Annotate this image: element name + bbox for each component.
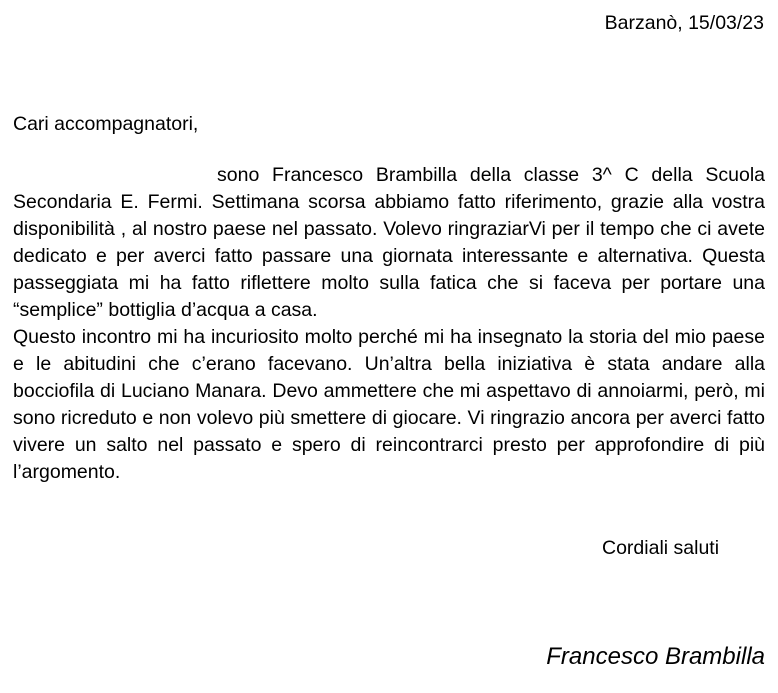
paragraph-1: sono Francesco Brambilla della classe 3^ C della Scuola Secondaria E. Fermi. Settimana scorsa abbiamo fatto riferimento, grazie alla vostra disponibilità , al nostro paese nel passato. Volevo ringraziarVi per il tempo che ci avete dedicato e per averci fatto passare una giornata interessante e alternativa. Questa passeggiata mi ha fatto riflettere molto sulla fatica che si faceva per portare una “semplice” bottiglia d’acqua a casa. <box>13 164 765 321</box>
greeting: Cari accompagnatori, <box>13 113 199 135</box>
letter-body <box>13 162 765 486</box>
place-date: Barzanò, 15/03/23 <box>604 12 764 34</box>
signature: Francesco Brambilla <box>546 643 765 670</box>
closing: Cordiali saluti <box>602 537 720 559</box>
paragraph-2: Questo incontro mi ha incuriosito molto perché mi ha insegnato la storia del mio paese e le abitudini che c’erano facevano. Un’altra bella iniziativa è stata andare alla bocciofila di Luciano Manara. Devo ammettere che mi aspettavo di annoiarmi, però, mi sono ricreduto e non volevo più smettere di giocare. Vi ringrazio ancora per averci fatto vivere un salto nel passato e spero di reincontrarci presto per approfondire di più l’argomento. <box>13 326 765 483</box>
